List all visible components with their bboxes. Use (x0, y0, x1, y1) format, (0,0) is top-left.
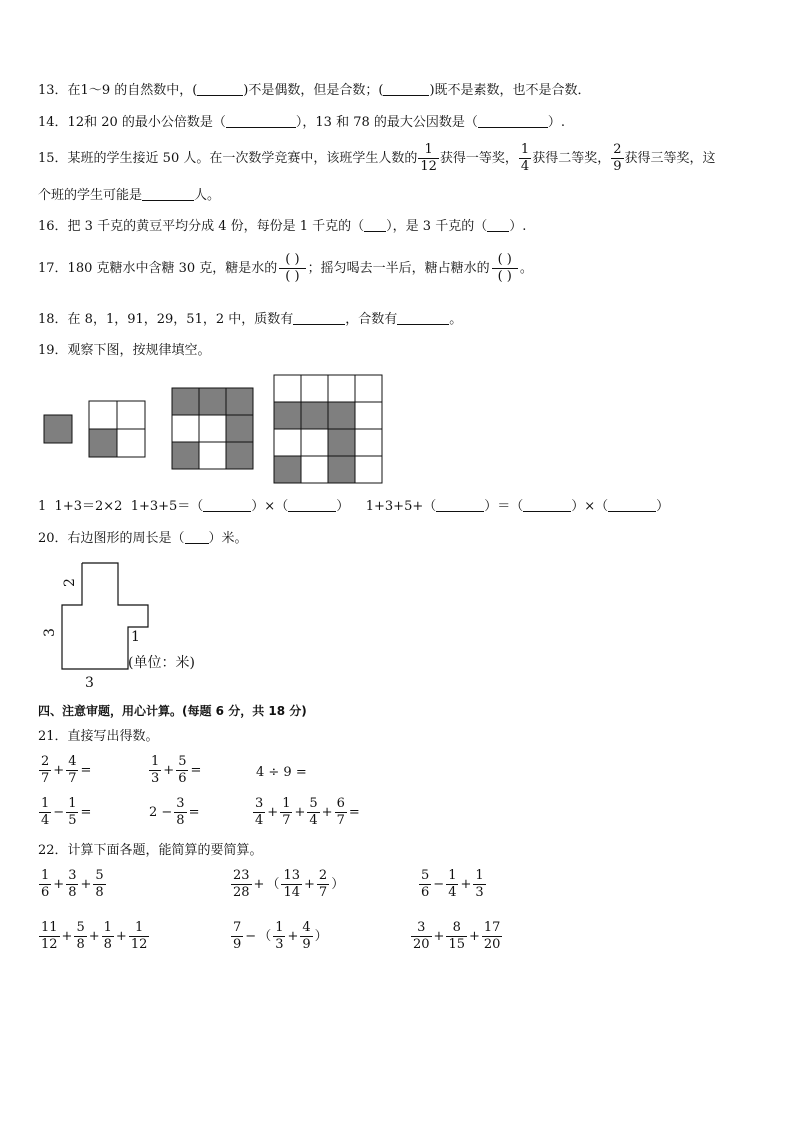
question-18: 18．在 8，1，91，29，51，2 中，质数有 ，合数有 。 (38, 312, 463, 327)
question-16: 16．把 3 千克的黄豆平均分成 4 份，每份是 1 千克的（ ），是 3 千克的（ ）. (38, 219, 527, 234)
q21-expr-1: $\frac{2}{7}$ + $\frac{4}{7}$ = (41, 754, 92, 786)
pattern-grid-2 (89, 401, 145, 457)
question-21-title: 21．直接写出得数。 (38, 729, 159, 744)
shaded-cell (328, 402, 355, 429)
question-17: 17．180 克糖水中含糖 30 克，糖是水的 ( ) ( ) ；摇匀喝去一半后，糖占糖水的 ( ) ( ) 。 (38, 252, 533, 284)
fraction: $\frac{2}{9}$ (613, 142, 622, 174)
empty-cell (301, 456, 328, 483)
answer-blank[interactable] (288, 498, 336, 512)
empty-cell (355, 375, 382, 402)
question-15-line2: 个班的学生可能是 人。 (38, 188, 221, 203)
q21-expr-6: $\frac{3}{4}$ + $\frac{1}{7}$ + $\frac{5}{4}$ + $\frac{6}{7}$ = (255, 796, 360, 828)
fraction-blank[interactable]: ( ) ( ) (279, 252, 305, 285)
shaded-cell (226, 442, 253, 469)
answer-blank[interactable] (608, 498, 656, 512)
q22-expr-6: $\frac{3}{20}$ + $\frac{8}{15}$ + $\frac{17}{20}$ (413, 920, 501, 952)
shaded-cell (226, 415, 253, 442)
pattern-grid-4 (274, 375, 382, 483)
empty-cell (274, 429, 301, 456)
answer-blank[interactable] (523, 498, 571, 512)
label-3-left: 3 (42, 628, 58, 637)
fraction-blank[interactable]: ( ) ( ) (492, 252, 518, 285)
pattern-grid-1 (44, 415, 72, 443)
q22-expr-4: $\frac{11}{12}$ + $\frac{5}{8}$ + $\frac{1}{8}$ + $\frac{1}{12}$ (41, 920, 148, 952)
answer-blank[interactable] (185, 530, 209, 544)
shaded-cell (274, 402, 301, 429)
question-19-equations: 1 1+3＝2×2 1+3+5＝（ ）×（ ） 1+3+5+（ ）＝（ ）×（ ） (38, 499, 670, 514)
answer-blank[interactable] (436, 498, 484, 512)
q21-expr-5: 2 − $\frac{3}{8}$ = (149, 796, 200, 828)
shaded-cell (328, 456, 355, 483)
label-3-bottom: 3 (85, 675, 94, 691)
question-14: 14．12和 20 的最小公倍数是（ ），13 和 78 的最大公因数是（ ）. (38, 115, 566, 130)
label-1: 1 (131, 629, 140, 645)
empty-cell (199, 415, 226, 442)
empty-cell (89, 401, 117, 429)
shaded-cell (172, 442, 199, 469)
empty-cell (301, 375, 328, 402)
fraction: $\frac{1}{12}$ (420, 142, 437, 174)
shaded-cell (301, 402, 328, 429)
shaded-cell (89, 429, 117, 457)
empty-cell (355, 456, 382, 483)
perimeter-figure (30, 555, 250, 695)
fraction: $\frac{1}{4}$ (520, 142, 530, 174)
q22-expr-5: $\frac{7}{9}$ − （ $\frac{1}{3}$ + $\frac{4}{9}$ ） (233, 920, 328, 952)
question-22-title: 22．计算下面各题，能简算的要简算。 (38, 843, 263, 858)
question-20: 20．右边图形的周长是（ ）米。 (38, 531, 248, 546)
pattern-grid-3 (172, 388, 253, 469)
empty-cell (117, 401, 145, 429)
question-13: 13．在1～9 的自然数中，( )不是偶数，但是合数；( )既不是素数，也不是合数． (38, 83, 591, 98)
shaded-cell (226, 388, 253, 415)
label-2: 2 (62, 578, 78, 587)
empty-cell (172, 415, 199, 442)
empty-cell (199, 442, 226, 469)
q21-expr-4: $\frac{1}{4}$ − $\frac{1}{5}$ = (41, 796, 92, 828)
q21-expr-2: $\frac{1}{3}$ + $\frac{5}{6}$ = (151, 754, 202, 786)
shaded-cell (274, 456, 301, 483)
empty-cell (355, 402, 382, 429)
shaded-cell (328, 429, 355, 456)
shaded-cell (172, 388, 199, 415)
q22-expr-2: $\frac{23}{28}$ + （ $\frac{13}{14}$ + $\frac{2}{7}$ ） (233, 868, 345, 900)
empty-cell (274, 375, 301, 402)
section-4-heading: 四、注意审题，用心计算。(每题 6 分，共 18 分) (38, 704, 307, 718)
q22-expr-3: $\frac{5}{6}$ − $\frac{1}{4}$ + $\frac{1}{3}$ (421, 868, 484, 900)
shaded-cell (44, 415, 72, 443)
q21-expr-3: 4 ÷ 9 = (256, 765, 307, 780)
empty-cell (301, 429, 328, 456)
empty-cell (117, 429, 145, 457)
empty-cell (328, 375, 355, 402)
empty-cell (355, 429, 382, 456)
shaded-cell (199, 388, 226, 415)
question-15: 15．某班的学生接近 50 人。在一次数学竞赛中，该班学生人数的 $\frac{1}{12}$ 获得一等奖， $\frac{1}{4}$ 获得二等奖， $\frac{2}{9}$ 获得三等奖，这 (38, 142, 716, 174)
q22-expr-1: $\frac{1}{6}$ + $\frac{3}{8}$ + $\frac{5}{8}$ (41, 868, 104, 900)
unit-label: (单位：米) (128, 655, 195, 671)
question-19-title: 19．观察下图，按规律填空。 (38, 343, 211, 358)
answer-blank[interactable] (203, 498, 251, 512)
